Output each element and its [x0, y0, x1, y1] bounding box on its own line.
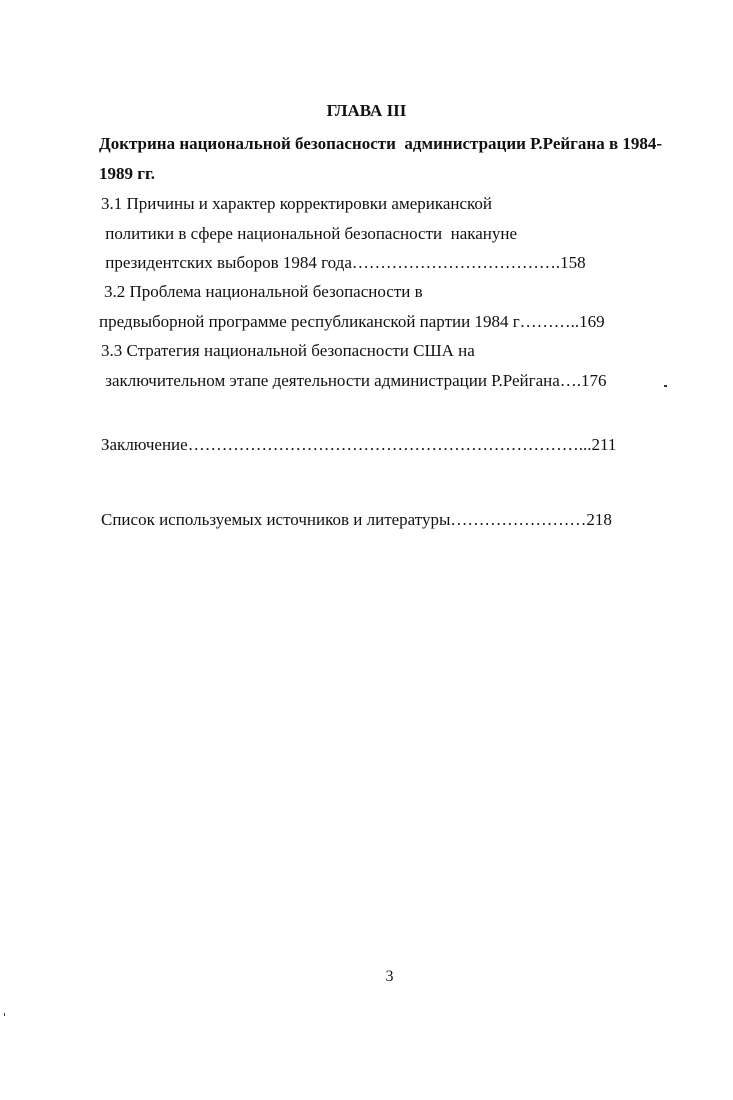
chapter-title-line-2: 1989 гг.: [99, 164, 156, 183]
page-number: 3: [385, 968, 394, 985]
scan-speck: [4, 1013, 5, 1016]
toc-conclusion: Заключение……………………………………………………………...211: [101, 435, 617, 454]
toc-section-3-2-line-2: предвыборной программе республиканской партии 1984 г………..169: [99, 312, 605, 331]
toc-section-3-1-line-2: политики в сфере национальной безопасности накануне: [101, 224, 518, 243]
chapter-heading: ГЛАВА III: [326, 101, 407, 120]
toc-section-3-1-line-3: президентских выборов 1984 года……………………………….158: [101, 253, 586, 272]
chapter-title-line-1: Доктрина национальной безопасности администрации Р.Рейгана в 1984-: [99, 134, 663, 153]
toc-section-3-3-line-2: заключительном этапе деятельности администрации Р.Рейгана….176: [101, 371, 607, 390]
toc-sources: Список используемых источников и литературы……………………218: [101, 510, 612, 529]
toc-section-3-2-line-1: 3.2 Проблема национальной безопасности в: [104, 282, 423, 301]
toc-section-3-1-line-1: 3.1 Причины и характер корректировки американской: [101, 194, 493, 213]
scan-speck: [664, 385, 667, 387]
toc-section-3-3-line-1: 3.3 Стратегия национальной безопасности США на: [101, 341, 475, 360]
